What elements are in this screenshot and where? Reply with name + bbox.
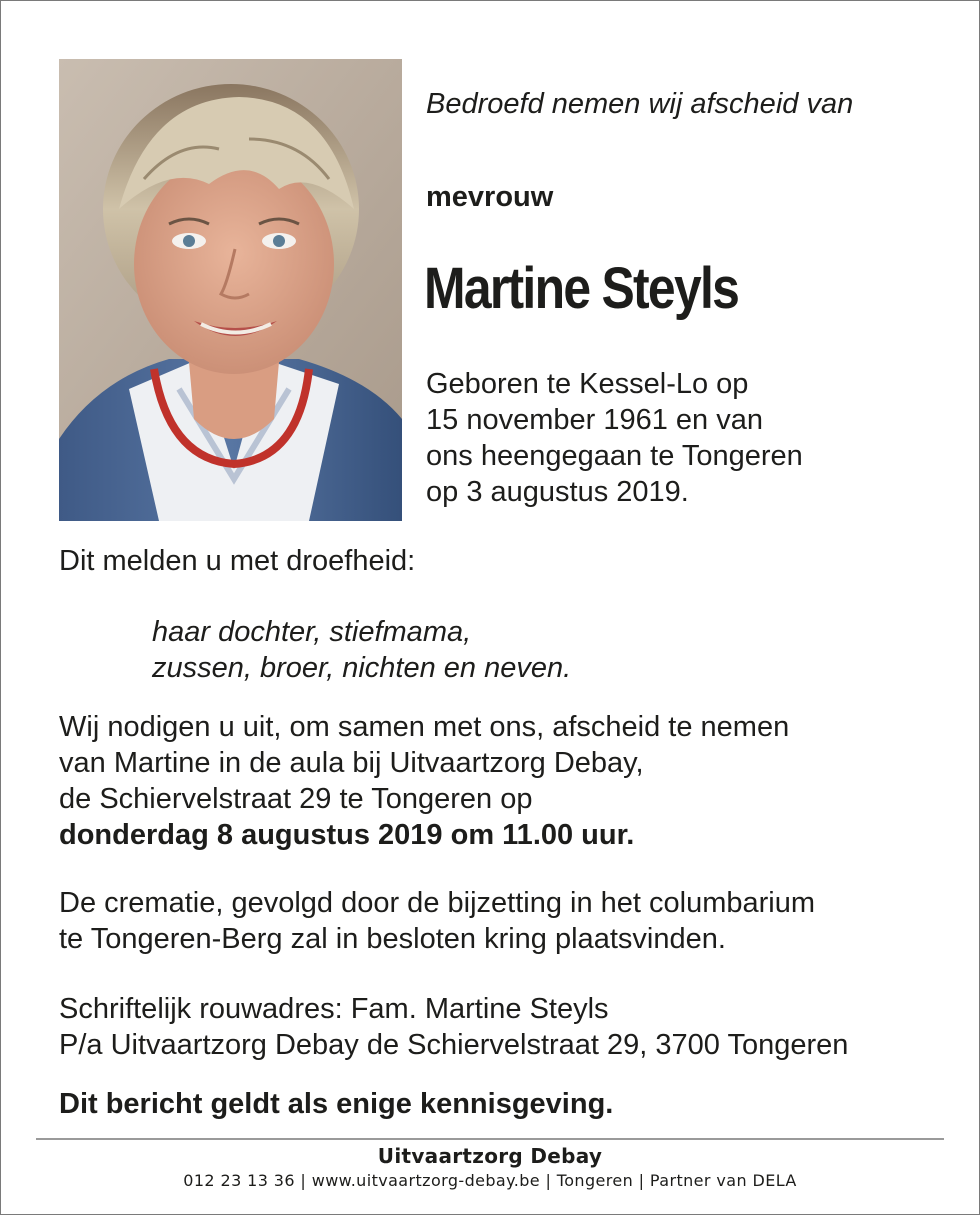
mourning-address: [59, 991, 848, 1063]
cremation-paragraph: [59, 885, 815, 957]
funeral-home-name: Uitvaartzorg Debay: [377, 1144, 603, 1168]
closing-statement: Dit bericht geldt als enige kennisgeving.: [59, 1088, 614, 1120]
honorific: mevrouw: [426, 181, 554, 213]
address-line: P/a Uitvaartzorg Debay de Schiervelstraat 29, 3700 Tongeren: [59, 1029, 849, 1061]
birth-death-details: [426, 366, 803, 510]
portrait-photo: [59, 59, 402, 521]
family-line: haar dochter, stiefmama,: [152, 616, 472, 648]
portrait-illustration: [59, 59, 402, 521]
invite-line: de Schiervelstraat 29 te Tongeren op: [59, 783, 533, 815]
invite-line: Wij nodigen u uit, om samen met ons, afscheid te nemen: [59, 711, 790, 743]
funeral-home-contact: 012 23 13 36 | www.uitvaartzorg-debay.be | Tongeren | Partner van DELA: [183, 1171, 797, 1190]
invitation-paragraph: [59, 709, 789, 853]
address-line: Schriftelijk rouwadres: Fam. Martine Steyls: [59, 993, 609, 1025]
family-list: [152, 614, 571, 686]
family-line: zussen, broer, nichten en neven.: [152, 652, 572, 684]
intro-line: Bedroefd nemen wij afscheid van: [426, 88, 854, 120]
cremation-line: te Tongeren-Berg zal in besloten kring plaatsvinden.: [59, 923, 726, 955]
birth-line: op 3 augustus 2019.: [426, 476, 689, 508]
cremation-line: De crematie, gevolgd door de bijzetting in het columbarium: [59, 887, 816, 919]
invite-line: van Martine in de aula bij Uitvaartzorg Debay,: [59, 747, 644, 779]
announce-line: Dit melden u met droefheid:: [59, 545, 416, 577]
birth-line: ons heengegaan te Tongeren: [426, 440, 803, 472]
birth-line: 15 november 1961 en van: [426, 404, 763, 436]
deceased-name: Martine Steyls: [424, 256, 739, 321]
ceremony-datetime: donderdag 8 augustus 2019 om 11.00 uur.: [59, 819, 635, 851]
birth-line: Geboren te Kessel-Lo op: [426, 368, 749, 400]
footer-divider: [36, 1138, 944, 1140]
